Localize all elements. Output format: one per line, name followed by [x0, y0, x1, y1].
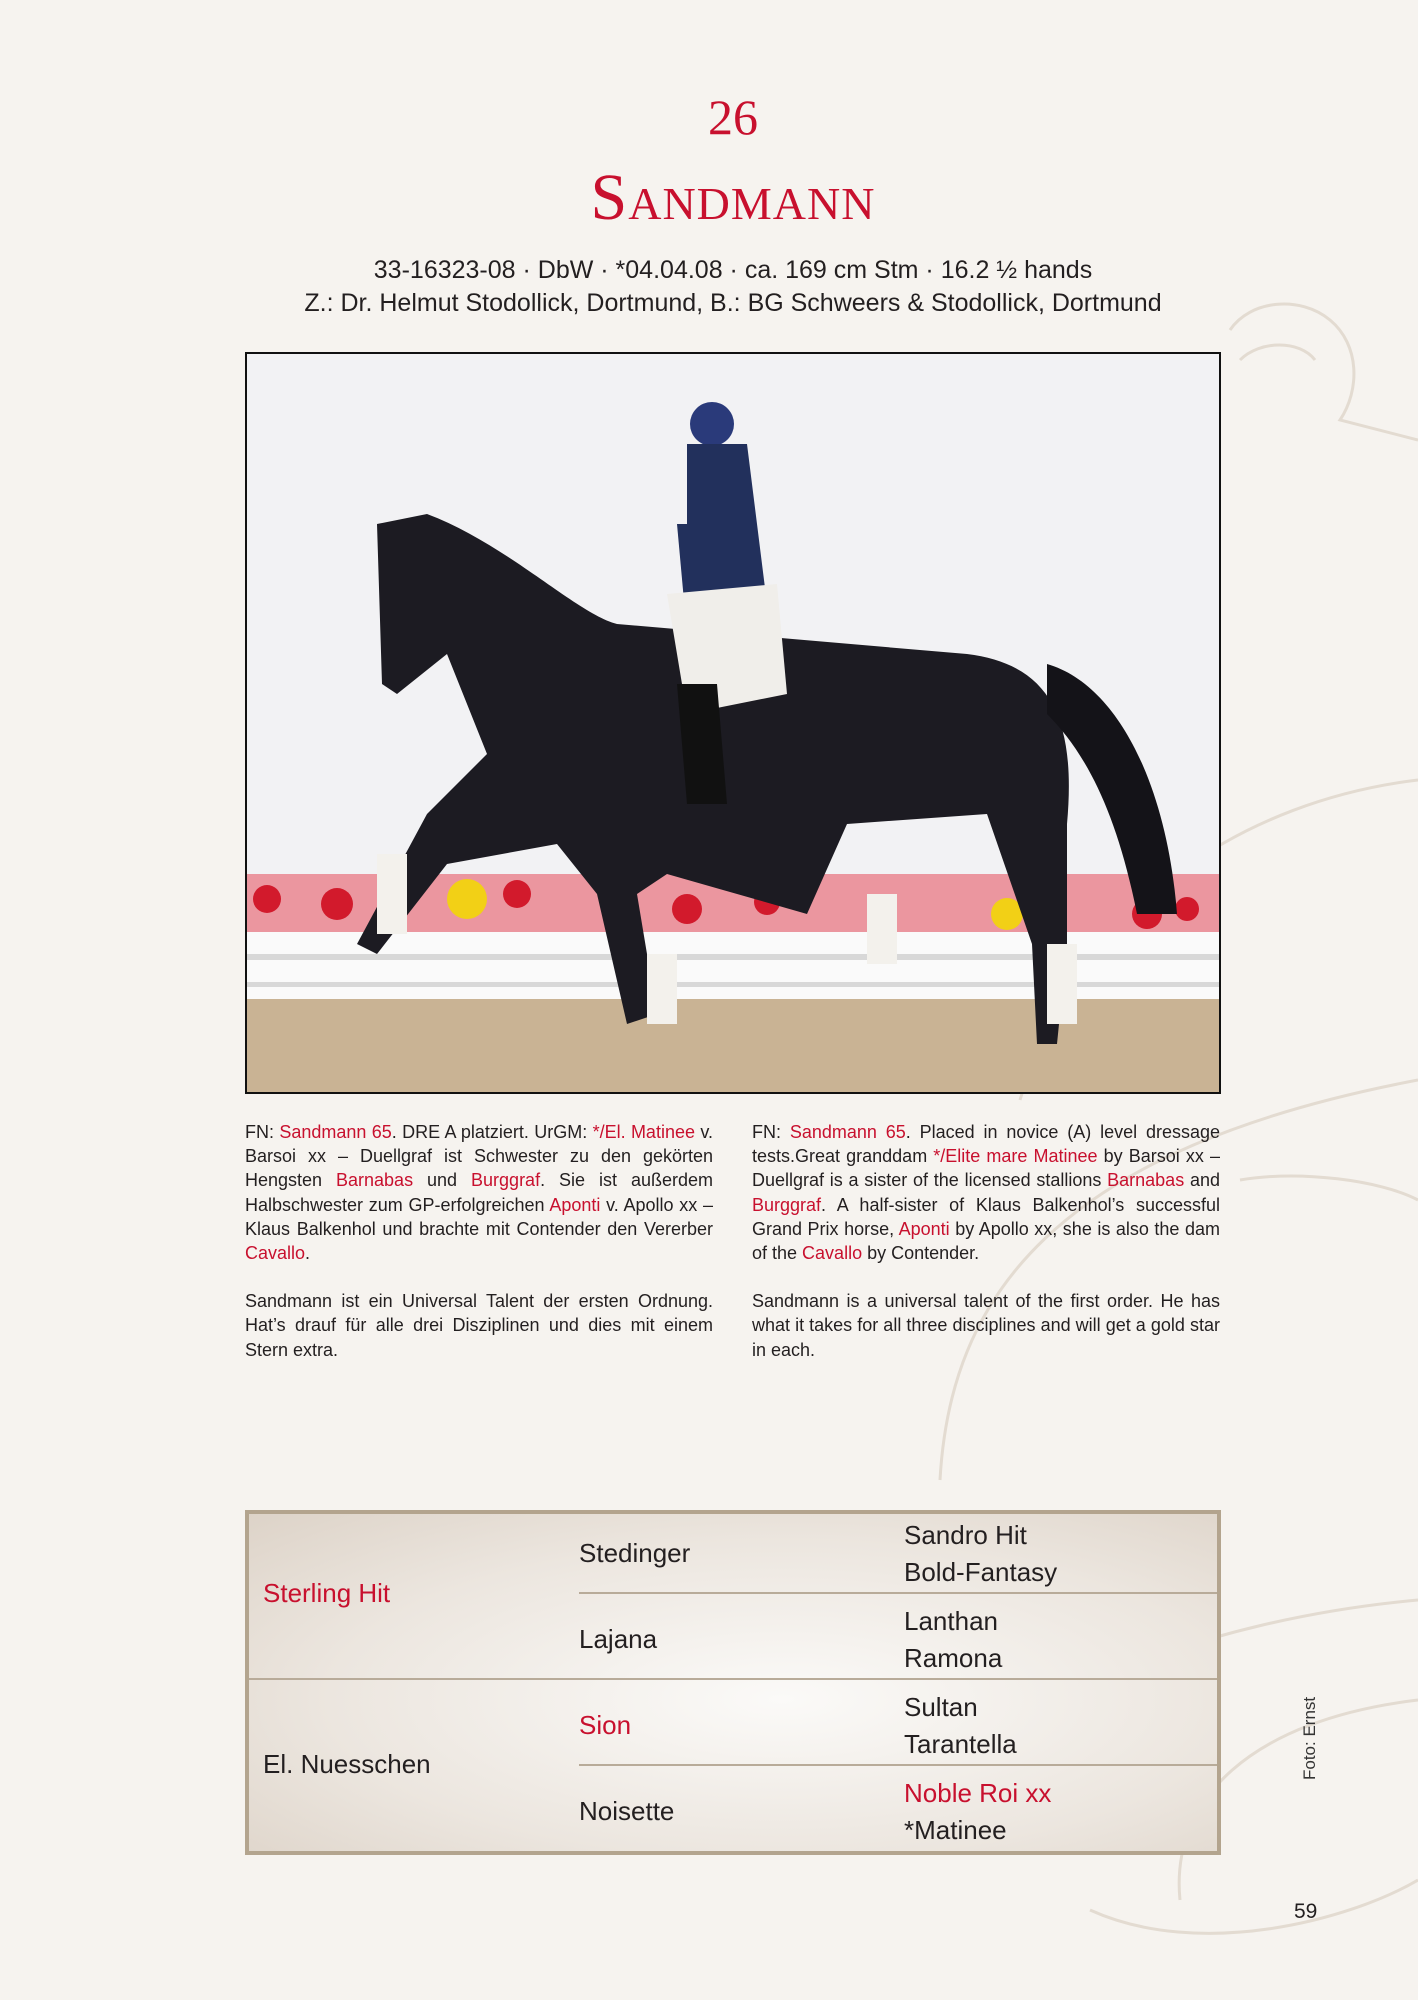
pedigree-gen3: Ramona [904, 1643, 1003, 1673]
pedigree-gen3: Lanthan [904, 1606, 998, 1636]
breeder-owner-line: Z.: Dr. Helmut Stodollick, Dortmund, B.: BG Schweers & Stodollick, Dortmund [304, 289, 1162, 317]
paragraph [752, 1289, 1220, 1362]
pedigree-dam: El. Nuesschen [263, 1749, 431, 1779]
pedigree-gen3: Noble Roi xx [904, 1778, 1052, 1808]
highlighted-name: Aponti [898, 1218, 950, 1239]
photo-credit: Foto: Ernst [1300, 1696, 1319, 1780]
highlighted-name: Sandmann 65 [279, 1122, 392, 1142]
highlighted-name: Aponti [549, 1194, 601, 1215]
text-segment: Sandmann is a universal talent of the first order. He has what it takes for all three disciplines and will get a gold star in each. [752, 1291, 1220, 1360]
paragraph [245, 1120, 713, 1265]
paragraph [752, 1120, 1220, 1265]
horse-name: Sandmann [590, 161, 876, 234]
text-segment: by Apollo xx, she is also the dam of the [752, 1218, 1220, 1264]
text-segment: . DRE A platziert. UrGM: [391, 1122, 593, 1142]
highlighted-name: Barnabas [1107, 1170, 1185, 1191]
paragraph [245, 1289, 713, 1362]
highlighted-name: */El. Matinee [592, 1122, 695, 1142]
pedigree-sire: Sterling Hit [263, 1578, 391, 1608]
horse-info-line: 33-16323-08 · DbW · *04.04.08 · ca. 169 cm Stm · 16.2 ½ hands [373, 256, 1093, 284]
description-english [752, 1120, 1220, 1386]
pedigree-gen2: Lajana [579, 1624, 658, 1654]
catalog-number: 26 [708, 89, 758, 145]
text-segment: FN: [752, 1122, 790, 1142]
text-segment: by Barsoi xx – Duellgraf is a sister of the licensed stallions [752, 1146, 1220, 1191]
text-segment: Sandmann ist ein Universal Talent der ersten Ordnung. Hat’s drauf für alle drei Disziplinen und dies mit einem Stern extra. [245, 1291, 713, 1360]
text-segment: v. Barsoi xx – Duellgraf ist Schwester zu den gekörten Hengsten [245, 1122, 713, 1191]
horse-photo [245, 352, 1221, 1094]
text-segment: . [305, 1243, 311, 1264]
pedigree-gen3: Tarantella [904, 1729, 1017, 1759]
text-segment: . A half-sister of Klaus Balkenhol’s successful Grand Prix horse, [752, 1194, 1220, 1239]
text-segment: und [413, 1170, 472, 1191]
text-segment: . Placed in novice (A) level dressage tests.Great granddam [752, 1122, 1220, 1167]
divider [249, 1678, 1217, 1680]
highlighted-name: Sandmann 65 [789, 1122, 906, 1142]
text-segment: FN: [245, 1122, 280, 1142]
page-number: 59 [1294, 1900, 1318, 1923]
highlighted-name: Burggraf [471, 1170, 541, 1191]
description-german [245, 1120, 713, 1386]
text-segment: . Sie ist außerdem Halbschwester zum GP-erfolgreichen [245, 1170, 713, 1215]
pedigree-gen3: Sultan [904, 1692, 978, 1722]
pedigree-gen2: Noisette [579, 1796, 675, 1826]
highlighted-name: Cavallo [802, 1243, 863, 1264]
highlighted-name: Cavallo [245, 1243, 306, 1264]
highlighted-name: Barnabas [336, 1170, 414, 1191]
text-segment: v. Apollo xx – Klaus Balkenhol und brachte mit Contender den Vererber [245, 1194, 713, 1239]
pedigree-gen3: Sandro Hit [904, 1520, 1027, 1550]
pedigree-table [245, 1510, 1221, 1855]
pedigree-gen2: Sion [579, 1710, 632, 1740]
pedigree-gen3: Bold-Fantasy [904, 1557, 1058, 1587]
divider [579, 1592, 1217, 1594]
highlighted-name: Burggraf [752, 1194, 822, 1215]
pedigree-gen2: Stedinger [579, 1538, 691, 1568]
pedigree-gen3: *Matinee [904, 1815, 1007, 1845]
divider [579, 1764, 1217, 1766]
text-segment: and [1184, 1170, 1220, 1191]
text-segment: by Contender. [862, 1243, 980, 1264]
highlighted-name: */Elite mare Matinee [933, 1146, 1098, 1167]
